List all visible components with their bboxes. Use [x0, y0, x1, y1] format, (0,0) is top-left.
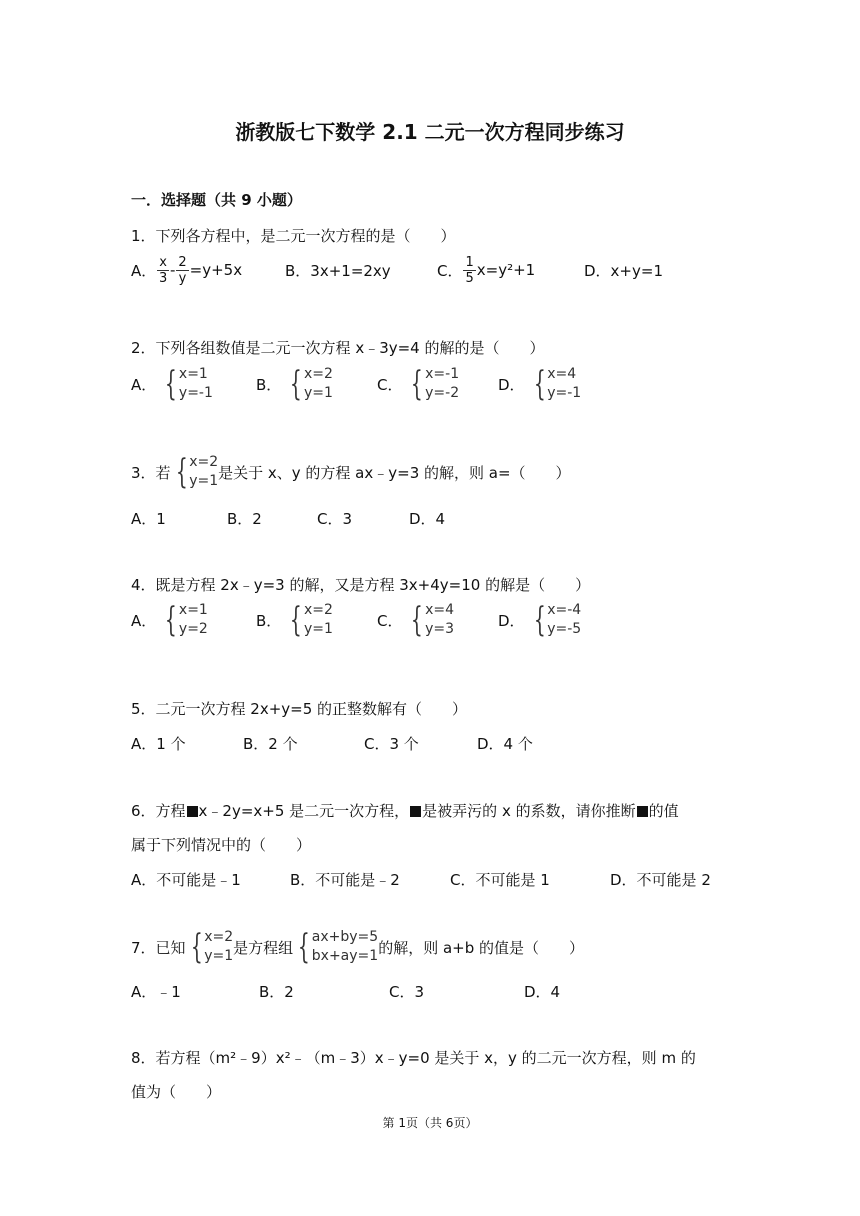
stem-text: 7．已知	[131, 938, 186, 957]
equation-line: x=2	[303, 602, 333, 618]
brace-icon: {	[411, 364, 424, 404]
brace-icon: {	[190, 927, 203, 967]
equation-system	[406, 364, 459, 404]
option-label: C．	[437, 261, 463, 280]
option-label: C．	[377, 375, 403, 394]
brace-icon: {	[290, 600, 303, 640]
brace-icon: {	[165, 600, 178, 640]
option-label: A．	[131, 375, 157, 394]
question-6-option-c: C．不可能是 1	[450, 871, 550, 889]
equation-line: x=-1	[425, 366, 460, 382]
question-6-option-b: B．不可能是﹣2	[290, 871, 400, 889]
question-3-stem-row	[131, 450, 571, 494]
brace-icon: {	[298, 927, 310, 967]
question-6-stem-line-2: 属于下列情况中的（ ）	[131, 836, 312, 854]
option-label: B．	[256, 611, 282, 630]
question-3-option-c: C．3	[317, 510, 353, 528]
equation-system	[293, 927, 378, 967]
question-3-option-d: D．4	[409, 510, 446, 528]
brace-icon: {	[411, 600, 424, 640]
equation-line: x=4	[425, 602, 455, 618]
document-title: 浙教版七下数学 2.1 二元一次方程同步练习	[235, 120, 625, 144]
question-1-option-b: B．3x+1=2xy	[285, 261, 391, 280]
question-1-option-c	[437, 248, 535, 292]
question-5-stem: 5．二元一次方程 2x+y=5 的正整数解有（ ）	[131, 700, 468, 718]
stem-text: 是关于 x、y 的方程 ax﹣y=3 的解，则 a=（ ）	[218, 463, 571, 482]
section-heading: 一．选择题（共 9 小题）	[131, 191, 302, 209]
equation-line: x=1	[178, 602, 208, 618]
equation-line: y=2	[178, 621, 208, 637]
question-4-options	[131, 598, 731, 642]
brace-icon: {	[290, 364, 303, 404]
equation-system	[529, 364, 582, 404]
equation-line: y=1	[303, 621, 333, 637]
brace-icon: {	[175, 452, 188, 492]
fraction-denominator: 3	[158, 270, 168, 286]
question-7-option-b: B．2	[259, 983, 294, 1001]
minus-sign: -	[169, 261, 176, 279]
question-4-stem: 4．既是方程 2x﹣y=3 的解，又是方程 3x+4y=10 的解是（ ）	[131, 576, 591, 594]
fraction-numerator: 1	[465, 254, 474, 270]
question-8-stem-line-2: 值为（ ）	[131, 1083, 222, 1101]
question-4-option-a	[131, 598, 208, 642]
equation-system	[285, 600, 333, 640]
equation-system	[171, 452, 219, 492]
question-5-option-d: D．4 个	[477, 735, 533, 753]
stem-text: 的值	[648, 802, 679, 820]
brace-icon: {	[533, 600, 546, 640]
fraction	[463, 255, 475, 286]
equation-line: bx+ay=1	[311, 948, 379, 964]
stem-text: 是被弄污的 x 的系数，请你推断	[422, 802, 636, 820]
question-5-option-c: C．3 个	[364, 735, 419, 753]
equation-system	[285, 364, 333, 404]
equation-system	[160, 364, 213, 404]
question-5-option-a: A．1 个	[131, 735, 186, 753]
question-1-option-a	[131, 248, 242, 292]
question-6-option-d: D．不可能是 2	[610, 871, 711, 889]
option-label: A．	[131, 261, 157, 280]
stem-text: 是方程组	[233, 938, 294, 957]
option-label: D．	[498, 611, 525, 630]
question-7-option-d: D．4	[524, 983, 561, 1001]
equation-line: y=1	[189, 473, 219, 489]
question-1-stem: 1．下列各方程中，是二元一次方程的是（ ）	[131, 227, 456, 245]
question-6-option-a: A．不可能是﹣1	[131, 871, 241, 889]
brace-icon: {	[533, 364, 546, 404]
equation-line: y=-1	[178, 385, 213, 401]
page-footer: 第 1页（共 6页）	[382, 1116, 478, 1130]
fraction	[176, 255, 188, 286]
equation-line: x=2	[303, 366, 333, 382]
equation-line: y=-5	[547, 621, 582, 637]
question-1-option-d: D．x+y=1	[584, 261, 663, 280]
question-2-options	[131, 362, 731, 406]
fraction-numerator: x	[159, 254, 167, 270]
equation-system	[186, 927, 234, 967]
stem-text: 3．若	[131, 463, 171, 482]
question-6-stem	[131, 800, 679, 821]
equation-line: ax+by=5	[311, 929, 379, 945]
smudge-square-icon	[187, 806, 198, 817]
option-text: x=y²+1	[476, 261, 536, 279]
equation-system	[406, 600, 454, 640]
fraction-denominator: 5	[465, 270, 474, 286]
option-label: A．	[131, 611, 157, 630]
fraction-numerator: 2	[178, 254, 187, 270]
question-3-option-b: B．2	[227, 510, 262, 528]
fraction	[157, 255, 169, 286]
equation-line: x=1	[178, 366, 208, 382]
question-4-option-c	[377, 598, 454, 642]
brace-icon: {	[165, 364, 178, 404]
question-8-stem: 8．若方程（m²﹣9）x²﹣（m﹣3）x﹣y=0 是关于 x，y 的二元一次方程，则 m 的	[131, 1049, 696, 1067]
equation-line: y=1	[303, 385, 333, 401]
question-2-option-d	[498, 362, 581, 406]
question-3-option-a: A．1	[131, 510, 166, 528]
smudge-square-icon	[410, 806, 421, 817]
option-label: D．	[498, 375, 525, 394]
equation-line: y=-2	[425, 385, 460, 401]
question-7-option-c: C．3	[389, 983, 425, 1001]
equation-line: y=1	[204, 948, 234, 964]
question-7-stem-row	[131, 925, 584, 969]
equation-line: y=-1	[547, 385, 582, 401]
equation-line: y=3	[425, 621, 455, 637]
equation-line: x=2	[189, 454, 219, 470]
option-label: B．	[256, 375, 282, 394]
equation-system	[160, 600, 208, 640]
question-3-stem	[131, 450, 731, 494]
equation-system	[529, 600, 582, 640]
question-7-option-a: A．﹣1	[131, 983, 181, 1001]
question-5-option-b: B．2 个	[243, 735, 298, 753]
fraction-denominator: y	[178, 270, 187, 286]
equation-line: x=2	[204, 929, 234, 945]
question-2-option-c	[377, 362, 459, 406]
stem-text: x﹣2y=x+5 是二元一次方程，	[198, 802, 410, 820]
equation-line: x=-4	[547, 602, 582, 618]
equation-line: x=4	[547, 366, 577, 382]
question-2-option-b	[256, 362, 333, 406]
option-label: C．	[377, 611, 403, 630]
question-2-stem: 2．下列各组数值是二元一次方程 x﹣3y=4 的解的是（ ）	[131, 339, 545, 357]
question-4-option-b	[256, 598, 333, 642]
question-1-options	[131, 248, 731, 292]
option-text: =y+5x	[189, 261, 243, 279]
stem-text: 6．方程	[131, 802, 186, 820]
question-7-stem	[131, 925, 731, 969]
question-4-option-d	[498, 598, 581, 642]
question-2-option-a	[131, 362, 213, 406]
smudge-square-icon	[637, 806, 648, 817]
stem-text: 的解，则 a+b 的值是（ ）	[378, 938, 585, 957]
